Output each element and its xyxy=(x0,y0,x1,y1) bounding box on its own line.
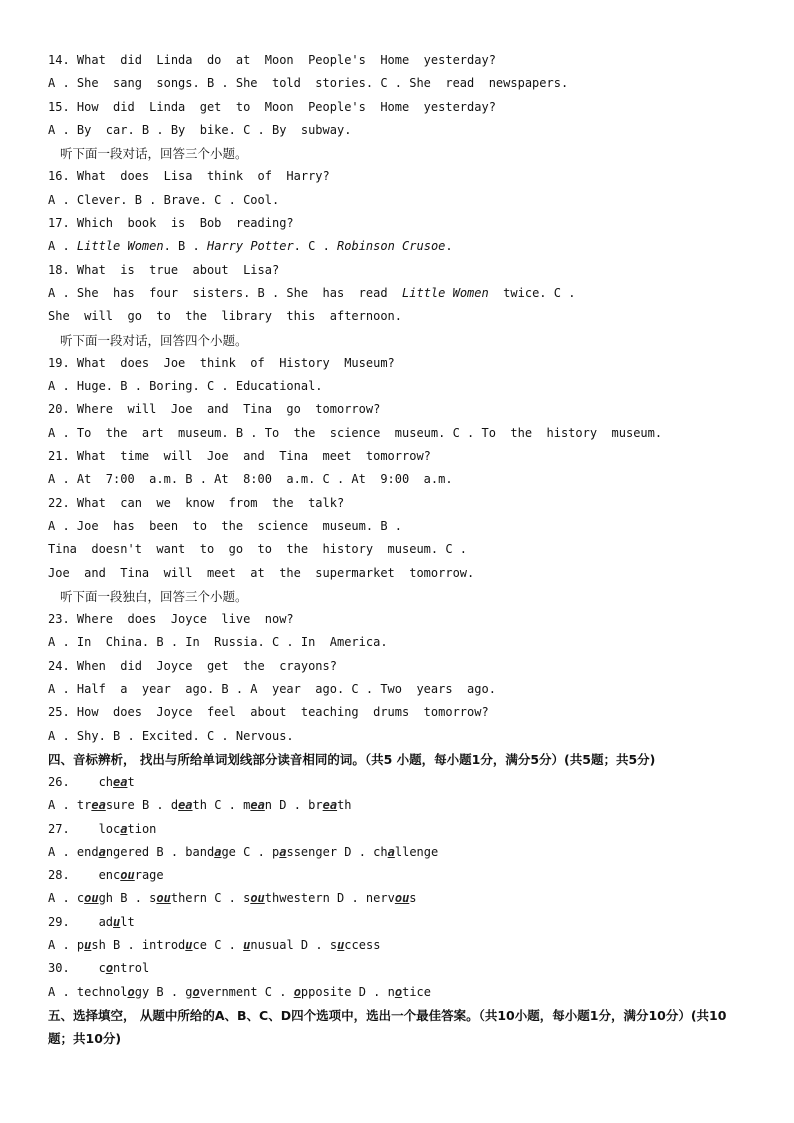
question-number: 30. xyxy=(48,961,99,976)
question-25: 25. How does Joyce feel about teaching drums tomorrow? xyxy=(48,705,489,720)
question-20: 20. Where will Joe and Tina go tomorrow? xyxy=(48,402,381,417)
word-part: lt xyxy=(120,914,135,929)
underlined-letters: u xyxy=(113,914,121,929)
question-number: 26. xyxy=(48,774,99,789)
question-19: 19. What does Joe think of History Museum? xyxy=(48,355,395,370)
options-16: A . Clever. B . Brave. C . Cool. xyxy=(48,192,280,207)
document-content xyxy=(48,49,748,1050)
word-part: sh xyxy=(91,937,106,952)
word-part: B . s xyxy=(113,891,157,906)
word-part: pposite xyxy=(300,984,352,999)
underlined-letters: ou xyxy=(120,868,135,883)
phonics-options-26 xyxy=(48,794,748,817)
underlined-letters: a xyxy=(120,821,128,836)
word-part: n xyxy=(264,798,273,813)
question-17: 17. Which book is Bob reading? xyxy=(48,216,294,231)
instruction-dialogue-3: 听下面一段对话，回答三个小题。 xyxy=(60,146,248,162)
underlined-letters: ea xyxy=(178,798,193,813)
underlined-letters: o xyxy=(293,984,301,999)
question-number: 27. xyxy=(48,821,99,836)
word-part: tice xyxy=(402,984,431,999)
question-23: 23. Where does Joyce live now? xyxy=(48,612,294,627)
word-part: D . ch xyxy=(337,844,388,859)
word-part: sure xyxy=(105,798,135,813)
underlined-letters: ea xyxy=(322,798,338,813)
question-21: 21. What time will Joe and Tina meet tomorrow? xyxy=(48,449,431,464)
options-22-b: Tina doesn't want to go to the history museum. C . xyxy=(48,542,468,557)
word-part: thwestern xyxy=(264,891,330,906)
word-part: rage xyxy=(134,868,164,883)
word-part: A . end xyxy=(48,844,99,859)
underlined-letters: a xyxy=(98,844,106,859)
word-part: D . s xyxy=(293,937,338,952)
options-17: A . Little Women. B . Harry Potter. C . Robinson Crusoe. xyxy=(48,239,453,254)
word-part: C . m xyxy=(206,798,251,813)
phonics-question-27 xyxy=(48,818,748,841)
word-part: C . p xyxy=(235,844,280,859)
word-part: nusual xyxy=(250,937,294,952)
phonics-options-29 xyxy=(48,934,748,957)
word-part: A . tr xyxy=(48,798,92,813)
question-number: 28. xyxy=(48,868,99,883)
word-part: ssenger xyxy=(286,844,338,859)
options-18-a: A . She has four sisters. B . She has read Little Women twice. C . xyxy=(48,285,576,300)
question-24: 24. When did Joyce get the crayons? xyxy=(48,658,337,673)
options-15: A . By car. B . By bike. C . By subway. xyxy=(48,122,352,137)
word-part: t xyxy=(127,774,135,789)
options-25: A . Shy. B . Excited. C . Nervous. xyxy=(48,728,294,743)
word-part: C . s xyxy=(206,891,251,906)
word-part: ngered xyxy=(105,844,150,859)
word-part: B . d xyxy=(134,798,179,813)
question-number: 29. xyxy=(48,914,99,929)
word-part: ce xyxy=(192,937,207,952)
instruction-dialogue-4: 听下面一段对话，回答四个小题。 xyxy=(60,332,248,348)
word-part: th xyxy=(337,798,352,813)
word-part: llenge xyxy=(394,844,439,859)
phonics-options-28 xyxy=(48,887,748,910)
word-part: A . technol xyxy=(48,984,128,999)
options-22-c: Joe and Tina will meet at the supermarket tomorrow. xyxy=(48,565,475,580)
phonics-question-30 xyxy=(48,957,748,980)
word-part: C . xyxy=(257,984,294,999)
word-part: ccess xyxy=(344,937,381,952)
phonics-question-26 xyxy=(48,771,748,794)
word-part: ch xyxy=(98,774,114,789)
word-part: loc xyxy=(98,821,121,836)
word-part: enc xyxy=(98,868,121,883)
options-18-c: She will go to the library this afternoon. xyxy=(48,309,403,324)
word-part: c xyxy=(98,961,106,976)
question-22: 22. What can we know from the talk? xyxy=(48,495,345,510)
underlined-letters: ou xyxy=(84,891,99,906)
underlined-letters: o xyxy=(394,984,403,999)
underlined-letters: a xyxy=(279,844,287,859)
word-part: th xyxy=(192,798,207,813)
underlined-letters: a xyxy=(387,844,395,859)
options-19: A . Huge. B . Boring. C . Educational. xyxy=(48,379,323,394)
question-14: 14. What did Linda do at Moon People's Home yesterday? xyxy=(48,53,496,67)
word-part: A . p xyxy=(48,937,85,952)
underlined-letters: ea xyxy=(250,798,265,813)
word-part: B . band xyxy=(149,844,215,859)
word-part: D . br xyxy=(272,798,323,813)
word-part: ad xyxy=(98,914,114,929)
underlined-letters: ou xyxy=(250,891,265,906)
word-part: B . introd xyxy=(105,937,186,952)
underlined-letters: u xyxy=(185,937,193,952)
word-part: B . g xyxy=(149,984,193,999)
options-23: A . In China. B . In Russia. C . In America. xyxy=(48,635,388,650)
question-15: 15. How did Linda get to Moon People's Home yesterday? xyxy=(48,99,496,114)
options-21: A . At 7:00 a.m. B . At 8:00 a.m. C . At 9:00 a.m. xyxy=(48,472,453,487)
options-22-a: A . Joe has been to the science museum. B . xyxy=(48,518,403,533)
word-part: thern xyxy=(170,891,207,906)
word-part: ge xyxy=(221,844,236,859)
word-part: D . n xyxy=(351,984,395,999)
question-18: 18. What is true about Lisa? xyxy=(48,262,280,277)
underlined-letters: ea xyxy=(91,798,106,813)
word-part: C . xyxy=(206,937,244,952)
phonics-question-29 xyxy=(48,911,748,934)
section-4-title: 四、音标辨析， 找出与所给单词划线部分读音相同的词。（共5 小题，每小题1分，满分5分）(共5题；共5分) xyxy=(48,751,656,767)
phonics-options-27 xyxy=(48,841,748,864)
underlined-letters: u xyxy=(84,937,92,952)
word-part: gy xyxy=(134,984,150,999)
underlined-letters: o xyxy=(192,984,200,999)
word-part: ntrol xyxy=(113,961,150,976)
word-part: A . c xyxy=(48,891,85,906)
options-20: A . To the art museum. B . To the science museum. C . To the history museum. xyxy=(48,425,663,440)
underlined-letters: ea xyxy=(113,774,128,789)
phonics-options-30 xyxy=(48,981,748,1004)
underlined-letters: o xyxy=(127,984,135,999)
word-part: gh xyxy=(98,891,114,906)
question-16: 16. What does Lisa think of Harry? xyxy=(48,169,330,184)
underlined-letters: ou xyxy=(394,891,410,906)
options-24: A . Half a year ago. B . A year ago. C . Two years ago. xyxy=(48,682,496,697)
underlined-letters: u xyxy=(337,937,345,952)
underlined-letters: ou xyxy=(156,891,171,906)
underlined-letters: o xyxy=(105,961,114,976)
options-14: A . She sang songs. B . She told stories. C . She read newspapers. xyxy=(48,76,569,91)
underlined-letters: a xyxy=(214,844,222,859)
word-part: s xyxy=(409,891,417,906)
word-part: D . nerv xyxy=(329,891,395,906)
section-5-title: 五、选择填空， 从题中所给的A、B、C、D四个选项中，选出一个最佳答案。（共10小题，每小题1分，满分10分）(共10题；共10分) xyxy=(48,1007,727,1046)
phonics-question-28 xyxy=(48,864,748,887)
underlined-letters: u xyxy=(243,937,251,952)
word-part: vernment xyxy=(199,984,258,999)
phonics-questions xyxy=(48,771,748,1004)
word-part: tion xyxy=(127,821,157,836)
instruction-monologue: 听下面一段独白，回答三个小题。 xyxy=(60,588,248,604)
